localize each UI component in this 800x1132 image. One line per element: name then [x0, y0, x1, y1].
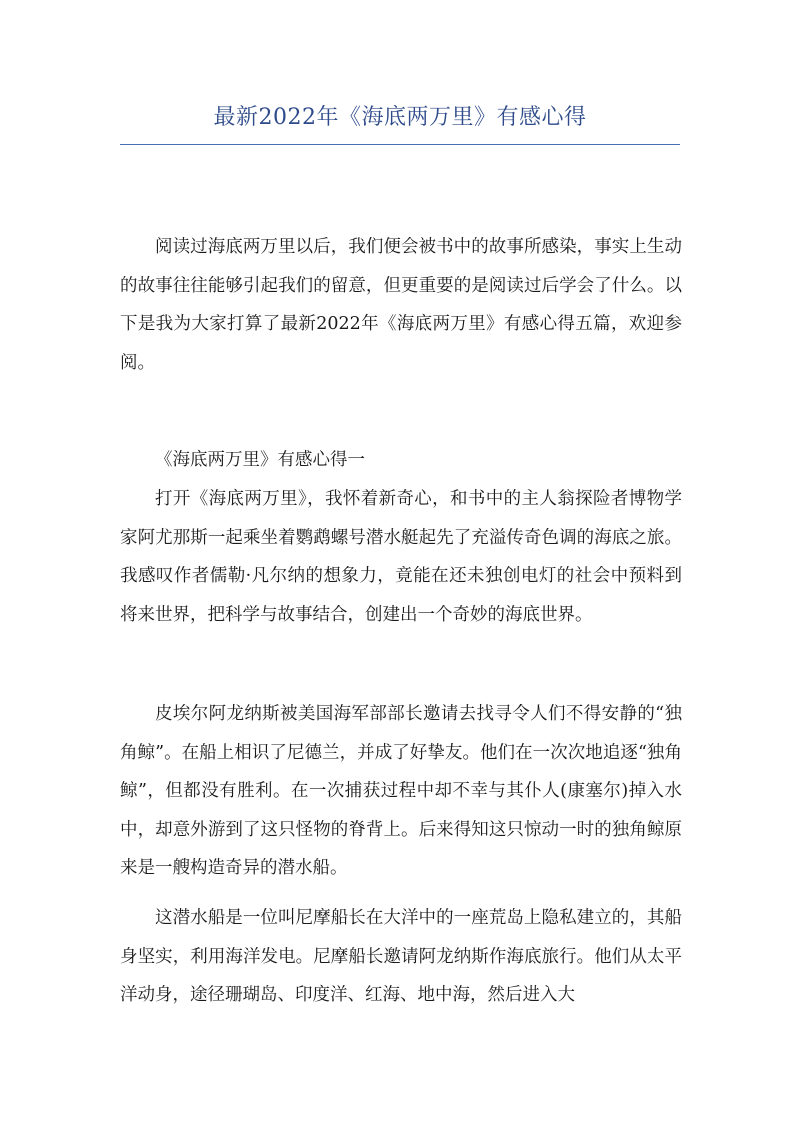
body-paragraph: 打开《海底两万里》，我怀着新奇心，和书中的主人翁探险者博物学家阿尤那斯一起乘坐着鹦鹉螺号潜水艇起先了充溢传奇色调的海底之旅。我感叹作者儒勒·凡尔纳的想象力，竟能在还未独创电灯的社会中预料到将来世界，把科学与故事结合，创建出一个奇妙的海底世界。: [120, 489, 682, 625]
intro-paragraph: 阅读过海底两万里以后，我们便会被书中的故事所感染，事实上生动的故事往往能够引起我们的留意，但更重要的是阅读过后学会了什么。以下是我为大家打算了最新2022年《海底两万里》有感心得五篇，欢迎参阅。: [120, 237, 682, 373]
document-title: 最新2022年《海底两万里》有感心得: [213, 105, 587, 130]
title-divider: [120, 144, 680, 145]
body-paragraph: 皮埃尔阿龙纳斯被美国海军部部长邀请去找寻令人们不得安静的“独角鲸”。在船上相识了尼德兰，并成了好挚友。他们在一次次地追逐“独角鲸”，但都没有胜利。在一次捕获过程中却不幸与其仆人(康塞尔)掉入水中，却意外游到了这只怪物的脊背上。后来得知这只惊动一时的独角鲸原来是一艘构造奇异的潜水船。: [120, 704, 682, 878]
section-heading: 《海底两万里》有感心得一: [155, 450, 365, 470]
body-paragraph: 这潜水船是一位叫尼摩船长在大洋中的一座荒岛上隐私建立的，其船身坚实，利用海洋发电。尼摩船长邀请阿龙纳斯作海底旅行。他们从太平洋动身，途径珊瑚岛、印度洋、红海、地中海，然后进入大: [120, 908, 682, 1005]
